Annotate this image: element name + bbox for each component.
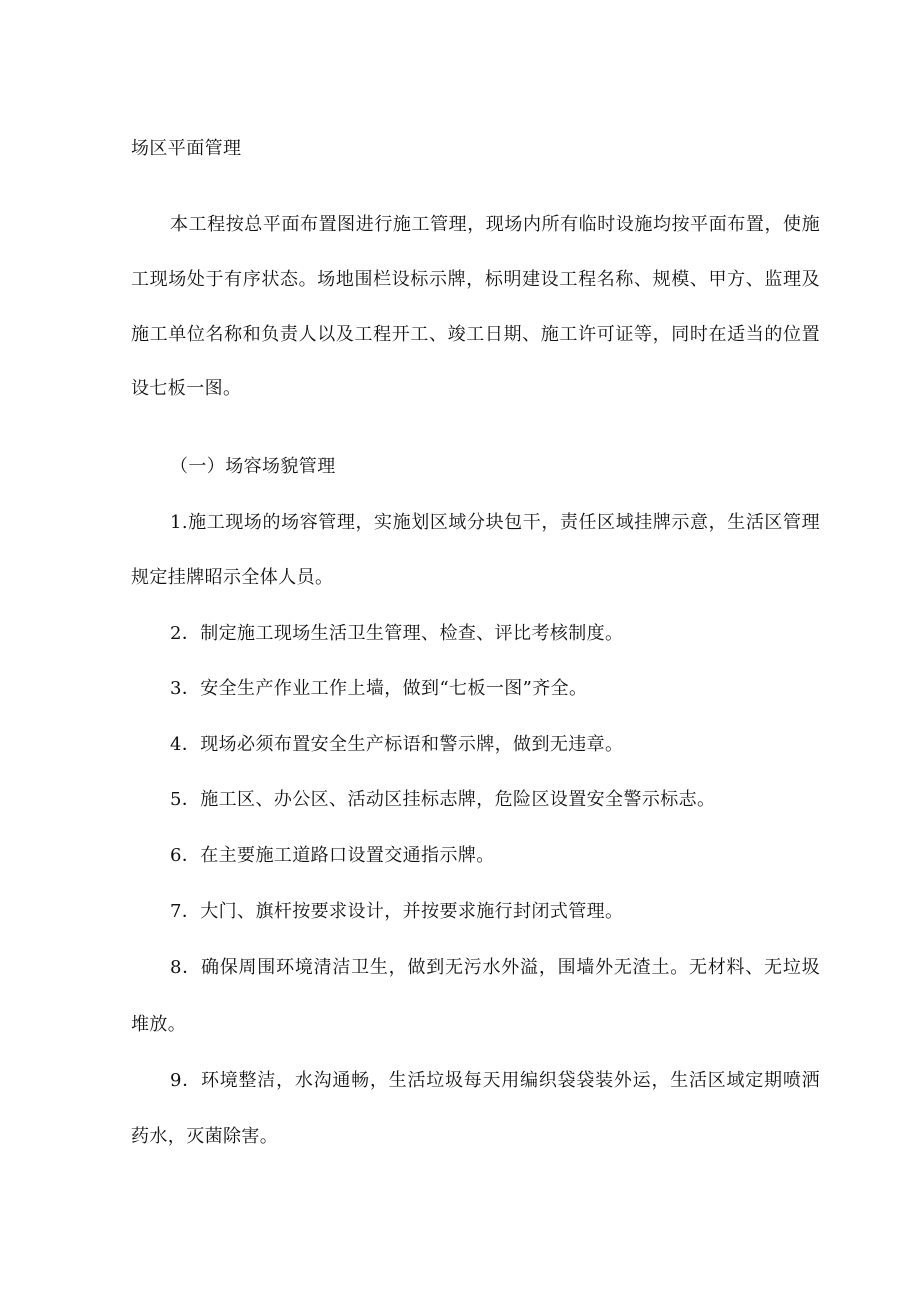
section-title: （一）场容场貌管理 xyxy=(170,456,336,477)
list-item-8-line-2: 堆放。 xyxy=(131,1014,187,1035)
list-item-1-line-1: 1.施工现场的场容管理，实施划区域分块包干，责任区域挂牌示意，生活区管理 xyxy=(170,512,820,533)
list-item-5: 5．施工区、办公区、活动区挂标志牌，危险区设置安全警示标志。 xyxy=(170,789,716,810)
intro-line-3: 施工单位名称和负责人以及工程开工、竣工日期、施工许可证等，同时在适当的位置 xyxy=(131,324,820,345)
list-item-1-line-2: 规定挂牌昭示全体人员。 xyxy=(131,567,334,588)
list-item-2: 2．制定施工现场生活卫生管理、检查、评比考核制度。 xyxy=(170,623,624,644)
intro-line-2: 工现场处于有序状态。场地围栏设标示牌，标明建设工程名称、规模、甲方、监理及 xyxy=(131,269,820,290)
list-item-3: 3．安全生产作业工作上墙，做到“七板一图”齐全。 xyxy=(170,678,588,699)
list-item-6: 6．在主要施工道路口设置交通指示牌。 xyxy=(170,845,495,866)
list-item-4: 4．现场必须布置安全生产标语和警示牌，做到无违章。 xyxy=(170,734,624,755)
list-item-9-line-1: 9．环境整洁，水沟通畅，生活垃圾每天用编织袋袋装外运，生活区域定期喷洒 xyxy=(170,1070,820,1091)
intro-line-1: 本工程按总平面布置图进行施工管理，现场内所有临时设施均按平面布置，使施 xyxy=(170,214,820,235)
list-item-8-line-1: 8．确保周围环境清洁卫生，做到无污水外溢，围墙外无渣土。无材料、无垃圾 xyxy=(170,957,820,978)
list-item-7: 7．大门、旗杆按要求设计，并按要求施行封闭式管理。 xyxy=(170,901,624,922)
page-title: 场区平面管理 xyxy=(131,138,242,159)
intro-line-4: 设七板一图。 xyxy=(131,378,242,399)
list-item-9-line-2: 药水，灭菌除害。 xyxy=(131,1126,279,1147)
